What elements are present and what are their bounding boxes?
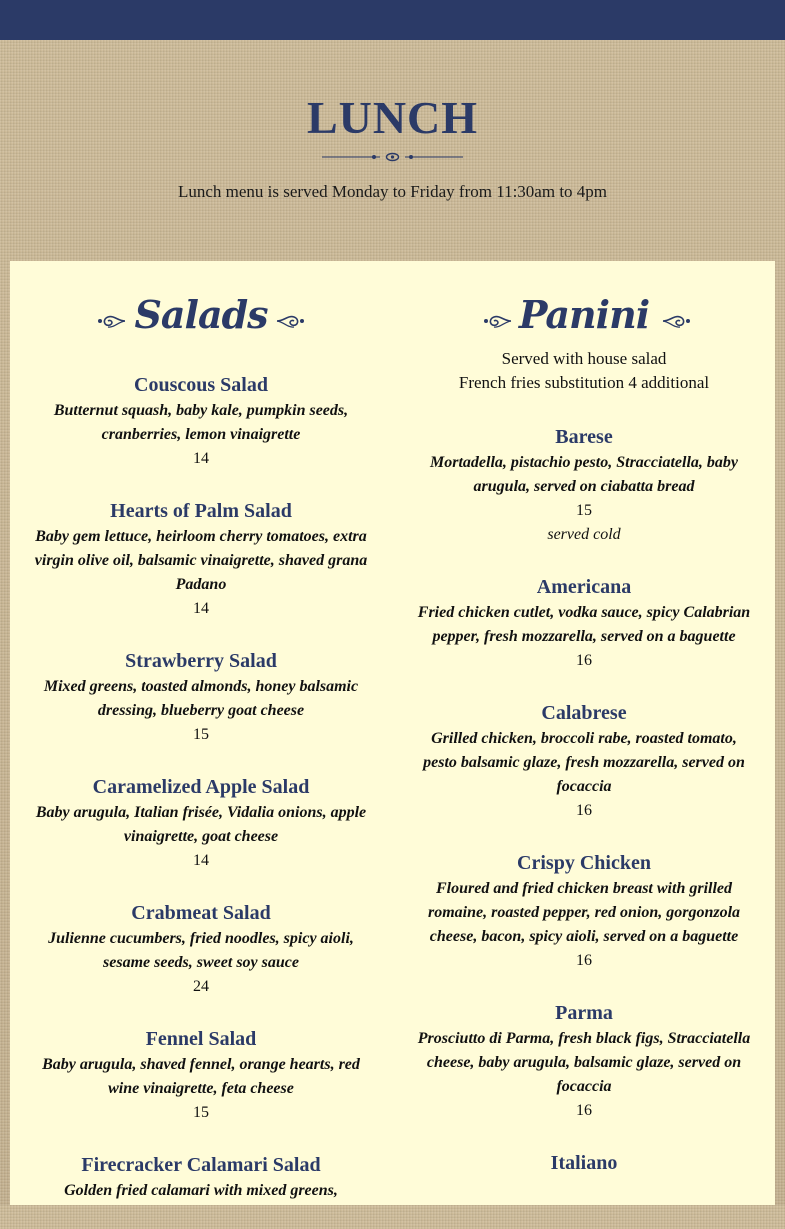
menu-item-description: Fried chicken cutlet, vodka sauce, spicy Calabrian pepper, fresh mozzarella, served on a baguette	[417, 604, 751, 645]
menu-item-name: Strawberry Salad	[125, 650, 277, 672]
menu-item-description: Prosciutto di Parma, fresh black figs, Stracciatella cheese, baby arugula, balsamic glaze, served on focaccia	[417, 1030, 751, 1095]
menu-item-price: 14	[193, 852, 209, 869]
menu-item-name: Italiano	[550, 1152, 618, 1174]
right-flourish-icon	[276, 309, 306, 333]
menu-item-name: Crispy Chicken	[517, 852, 651, 874]
menu-item-name: Caramelized Apple Salad	[92, 776, 310, 798]
menu-item-description: Baby gem lettuce, heirloom cherry tomatoes, extra virgin olive oil, balsamic vinaigrette, shaved grana Padano	[34, 528, 368, 593]
lunch-hours-note: Lunch menu is served Monday to Friday from 11:30am to 4pm	[177, 182, 608, 201]
menu-item	[414, 573, 754, 673]
menu-item-note: served cold	[547, 526, 621, 543]
menu-item-description: Mortadella, pistachio pesto, Stracciatella, baby arugula, served on ciabatta bread	[430, 454, 738, 495]
menu-item	[31, 497, 371, 621]
page-title: LUNCH	[306, 92, 479, 143]
menu-item-name: Hearts of Palm Salad	[110, 500, 292, 522]
menu-item-name: Couscous Salad	[134, 374, 268, 396]
right-flourish-icon	[662, 309, 692, 333]
menu-item-name: Americana	[536, 576, 632, 598]
menu-item-name: Crabmeat Salad	[131, 902, 271, 924]
menu-item	[31, 773, 371, 873]
menu-item-price: 16	[576, 952, 592, 969]
menu-item	[414, 1149, 754, 1177]
menu-item-description: Baby arugula, Italian frisée, Vidalia onions, apple vinaigrette, goat cheese	[35, 804, 367, 845]
ornament-divider-icon	[322, 150, 463, 164]
panini-section	[414, 261, 754, 1203]
menu-item-description: Mixed greens, toasted almonds, honey balsamic dressing, blueberry goat cheese	[43, 678, 359, 719]
menu-header	[0, 40, 785, 261]
menu-item-description: Baby arugula, shaved fennel, orange hearts, red wine vinaigrette, feta cheese	[42, 1056, 360, 1097]
menu-item	[414, 999, 754, 1123]
menu-item-name: Fennel Salad	[145, 1028, 257, 1050]
menu-item-description: Floured and fried chicken breast with grilled romaine, roasted pepper, red onion, gorgonzola cheese, bacon, spicy aioli, served on a baguette	[427, 880, 741, 945]
menu-item-description: Golden fried calamari with mixed greens,	[64, 1182, 338, 1199]
menu-item-price: 24	[193, 978, 209, 995]
menu-item	[31, 647, 371, 747]
panini-intro-line: Served with house salad	[501, 349, 667, 368]
menu-item-price: 15	[576, 502, 592, 519]
menu-item	[414, 423, 754, 547]
menu-item	[31, 371, 371, 471]
menu-item-description: Julienne cucumbers, fried noodles, spicy aioli, sesame seeds, sweet soy sauce	[48, 930, 354, 971]
menu-item-name: Calabrese	[541, 702, 627, 724]
menu-item-name: Barese	[555, 426, 613, 448]
menu-item	[414, 849, 754, 973]
top-bar	[0, 0, 785, 40]
menu-item-price: 15	[193, 1104, 209, 1121]
menu-item	[31, 1025, 371, 1125]
menu-item-description: Butternut squash, baby kale, pumpkin seeds, cranberries, lemon vinaigrette	[53, 402, 349, 443]
menu-item-price: 16	[576, 652, 592, 669]
menu-item	[414, 699, 754, 823]
menu-item-price: 16	[576, 1102, 592, 1119]
salads-section	[31, 261, 371, 1229]
panini-title: Panini	[518, 292, 650, 337]
menu-item	[31, 1151, 371, 1203]
menu-item-name: Firecracker Calamari Salad	[81, 1154, 321, 1176]
menu-item-name: Parma	[555, 1002, 613, 1024]
salads-title: Salads	[134, 292, 268, 337]
panini-intro-line: French fries substitution 4 additional	[458, 373, 710, 392]
menu-item-price: 14	[193, 450, 209, 467]
menu-item-price: 14	[193, 600, 209, 617]
menu-item-price: 16	[576, 802, 592, 819]
salads-list	[31, 371, 371, 1203]
menu-item-price: 15	[193, 726, 209, 743]
menu-item-description: Grilled chicken, broccoli rabe, roasted tomato, pesto balsamic glaze, fresh mozzarella, served on focaccia	[423, 730, 745, 795]
panini-list	[414, 423, 754, 1177]
menu-panel	[10, 261, 775, 1205]
menu-item	[31, 899, 371, 999]
